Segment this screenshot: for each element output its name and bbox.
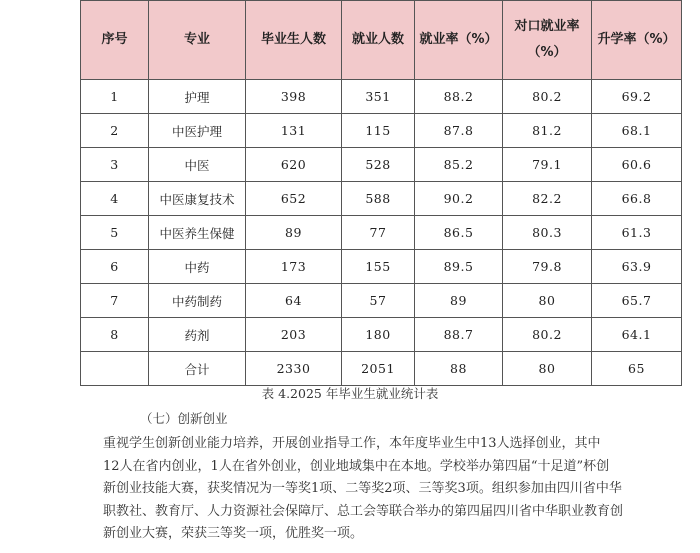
table-cell: 中药制药: [149, 284, 246, 318]
table-cell: 3: [81, 148, 149, 182]
table-row: [81, 148, 682, 182]
table-body: [81, 80, 682, 386]
table-cell: 131: [246, 114, 342, 148]
table-cell: 中药: [149, 250, 246, 284]
table-cell: 合计: [149, 352, 246, 386]
table-cell: 77: [342, 216, 415, 250]
table-row: [81, 80, 682, 114]
header-employment-rate: 就业率（%）: [415, 1, 503, 80]
table-cell: 398: [246, 80, 342, 114]
section-paragraph: [103, 433, 683, 546]
table-cell: 180: [342, 318, 415, 352]
table-cell: 80.3: [503, 216, 592, 250]
header-employed: 就业人数: [342, 1, 415, 80]
table-cell: 63.9: [592, 250, 682, 284]
table-cell: 82.2: [503, 182, 592, 216]
table-cell: 89: [246, 216, 342, 250]
table-cell: 6: [81, 250, 149, 284]
table-cell: 64.1: [592, 318, 682, 352]
table-cell: 88.7: [415, 318, 503, 352]
table-cell: 8: [81, 318, 149, 352]
section-heading: （七）创新创业: [140, 411, 228, 426]
paragraph-line: 新创业技能大赛，获奖情况为一等奖1项、二等奖2项、三等奖3项。组织参加由四川省中华: [103, 481, 622, 496]
paragraph-line: 职教社、教育厅、人力资源社会保障厅、总工会等联合举办的第四届四川省中华职业教育创: [103, 503, 624, 519]
table-cell: 中医: [149, 148, 246, 182]
table-caption: 表 4.2025 年毕业生就业统计表: [261, 386, 439, 401]
table-cell: 620: [246, 148, 342, 182]
table-row: [81, 250, 682, 284]
table-cell: 652: [246, 182, 342, 216]
header-index: 序号: [81, 1, 149, 80]
table-cell: 药剂: [149, 318, 246, 352]
table-cell: 65.7: [592, 284, 682, 318]
table-cell: 69.2: [592, 80, 682, 114]
table-cell: 2051: [342, 352, 415, 386]
table-row: [81, 284, 682, 318]
table-cell: 115: [342, 114, 415, 148]
table-cell: 86.5: [415, 216, 503, 250]
table-cell: 4: [81, 182, 149, 216]
table-cell: 5: [81, 216, 149, 250]
table-cell: 173: [246, 250, 342, 284]
table-cell: 中医养生保健: [149, 216, 246, 250]
employment-statistics-table: [80, 0, 682, 386]
paragraph-line: 12人在省内创业，1人在省外创业，创业地域集中在本地。学校举办第四届“十足道”杯创: [103, 458, 610, 474]
table-cell: [81, 352, 149, 386]
table-cell: 64: [246, 284, 342, 318]
table-cell: 90.2: [415, 182, 503, 216]
table-cell: 588: [342, 182, 415, 216]
table-cell: 2330: [246, 352, 342, 386]
table-cell: 2: [81, 114, 149, 148]
table-cell: 中医护理: [149, 114, 246, 148]
header-major: 专业: [149, 1, 246, 80]
table-cell: 80: [503, 284, 592, 318]
table-cell: 79.8: [503, 250, 592, 284]
paragraph-line: 新创业大赛，荣获三等奖一项，优胜奖一项。: [103, 526, 364, 541]
header-graduates: 毕业生人数: [246, 1, 342, 80]
table-row: [81, 352, 682, 386]
table-cell: 203: [246, 318, 342, 352]
employment-table-container: [80, 0, 681, 386]
table-cell: 护理: [149, 80, 246, 114]
table-cell: 89: [415, 284, 503, 318]
table-cell: 88.2: [415, 80, 503, 114]
table-cell: 85.2: [415, 148, 503, 182]
table-cell: 351: [342, 80, 415, 114]
table-cell: 79.1: [503, 148, 592, 182]
header-matched-employment-rate: 对口就业率（%）: [503, 1, 592, 80]
table-row: [81, 318, 682, 352]
table-row: [81, 216, 682, 250]
table-cell: 528: [342, 148, 415, 182]
table-cell: 中医康复技术: [149, 182, 246, 216]
table-cell: 61.3: [592, 216, 682, 250]
table-cell: 68.1: [592, 114, 682, 148]
paragraph-line: 重视学生创新创业能力培养，开展创业指导工作，本年度毕业生中13人选择创业，其中: [103, 436, 601, 451]
table-row: [81, 114, 682, 148]
table-cell: 66.8: [592, 182, 682, 216]
table-row: [81, 182, 682, 216]
table-cell: 89.5: [415, 250, 503, 284]
table-cell: 81.2: [503, 114, 592, 148]
table-cell: 57: [342, 284, 415, 318]
table-cell: 80.2: [503, 318, 592, 352]
table-cell: 155: [342, 250, 415, 284]
header-further-study-rate: 升学率（%）: [592, 1, 682, 80]
table-cell: 1: [81, 80, 149, 114]
table-cell: 88: [415, 352, 503, 386]
table-cell: 65: [592, 352, 682, 386]
table-cell: 80: [503, 352, 592, 386]
table-cell: 60.6: [592, 148, 682, 182]
table-cell: 7: [81, 284, 149, 318]
table-header-row: [81, 1, 682, 80]
table-cell: 87.8: [415, 114, 503, 148]
table-cell: 80.2: [503, 80, 592, 114]
